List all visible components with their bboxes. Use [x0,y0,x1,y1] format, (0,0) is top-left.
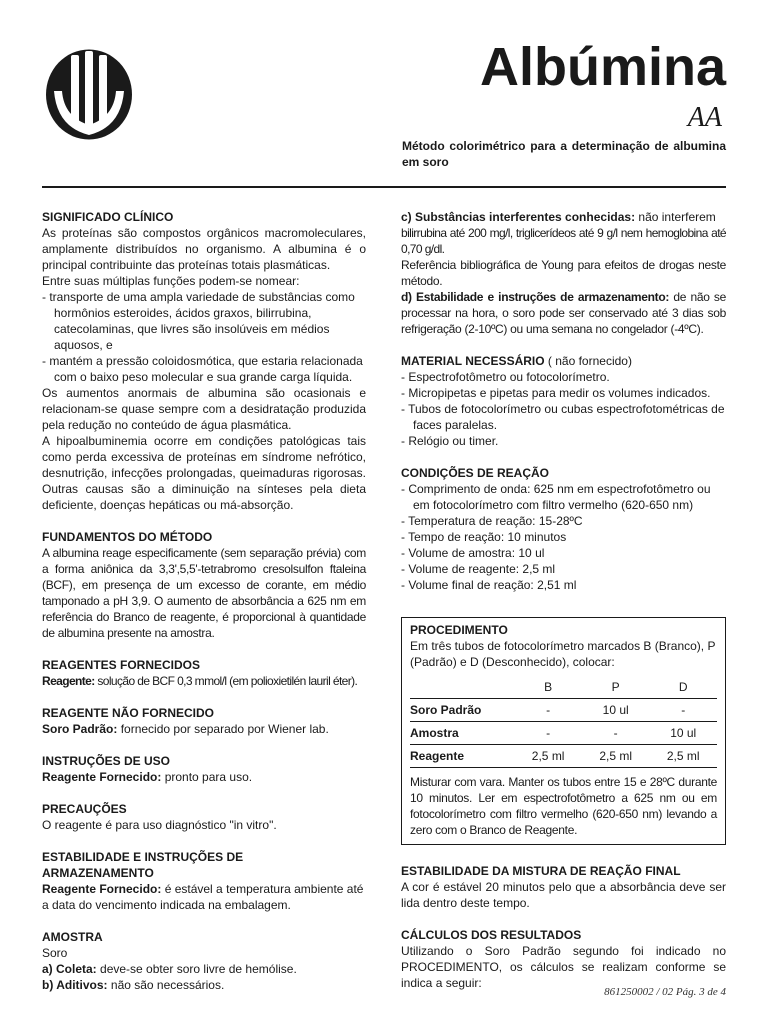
list-item: - Tempo de reação: 10 minutos [401,530,567,544]
right-column [401,209,726,991]
table-cell: 2,5 ml [599,749,633,763]
row-label: Reagente [410,749,465,763]
list-item: - Tubos de fotocolorímetro ou cubas espectrofotométricas de faces paralelas. [401,402,725,432]
list-item: - Temperatura de reação: 15-28ºC [401,514,583,528]
paragraph: Os aumentos anormais de albumina são ocasionais e relacionam-se quase sempre com a desidratação produzida pela redução no conteúdo de água plasmática. [42,386,366,432]
field-label: Reagente: [42,674,95,688]
table-cell: 2,5 ml [531,749,565,763]
section-heading: PRECAUÇÕES [42,802,127,816]
field-label: a) Coleta: [42,962,97,976]
section-reagentes [42,657,366,689]
field-text: de não se processar na hora, o soro pode ser conservado até 3 dias sob refrigeração (2-10ºC) ou uma semana no congelador (-4ºC). [401,290,727,336]
wiener-lab-logo [44,47,134,142]
section-heading: CONDIÇÕES DE REAÇÃO [401,466,550,480]
paragraph: Entre suas múltiplas funções podem-se nomear: [42,274,300,288]
field-label: c) Substâncias interferentes conhecidas: [401,210,636,224]
column-header: B [544,680,553,694]
section-heading: FUNDAMENTOS DO MÉTODO [42,530,213,544]
section-material [401,353,726,449]
paragraph: O reagente é para uso diagnóstico "in vitro". [42,818,277,832]
row-label: Soro Padrão [410,703,482,717]
table-header-row [410,676,717,699]
section-heading: ARMAZENAMENTO [42,866,154,880]
table-row [410,745,717,768]
table-cell: - [613,726,618,740]
table-row [410,722,717,745]
left-column [42,209,366,1009]
section-heading: ESTABILIDADE E INSTRUÇÕES DE [42,850,244,864]
procedure-box [401,617,726,845]
field-text: solução de BCF 0,3 mmol/l (em polioxietilén lauril éter). [94,674,358,688]
section-amostra [42,929,366,993]
section-heading: MATERIAL NECESSÁRIO [401,354,545,368]
column-header: D [678,680,688,694]
table-cell: 10 ul [602,703,629,717]
section-heading: CÁLCULOS DOS RESULTADOS [401,928,582,942]
field-text: deve-se obter soro livre de hemólise. [96,962,297,976]
table-cell: - [546,703,551,717]
table-cell: 10 ul [670,726,697,740]
paragraph: A cor é estável 20 minutos pelo que a absorbância deve ser lida dentro deste tempo. [401,880,726,910]
table-cell: 2,5 ml [666,749,700,763]
field-text: não interferem [635,210,716,224]
field-label: Soro Padrão: [42,722,118,736]
list-item: - Volume final de reação: 2,51 ml [401,578,577,592]
section-heading: REAGENTE NÃO FORNECIDO [42,706,215,720]
section-instrucoes [42,753,366,785]
method-description: Método colorimétrico para a determinação de albumina em soro [402,139,726,169]
column-header [410,676,514,699]
section-estabilidade-d [401,289,726,337]
section-heading: PROCEDIMENTO [410,623,508,637]
paragraph: Em três tubos de fotocolorímetro marcados B (Branco), P (Padrão) e D (Desconhecido), colocar: [410,639,716,669]
list-item: - mantém a pressão coloidosmótica, que estaria relacionada com o baixo peso molecular e sua grande carga líquida. [42,354,363,384]
section-heading: AMOSTRA [42,930,103,944]
paragraph: A albumina reage especificamente (sem separação prévia) com a forma aniônica da 3,3',5,5'-tetrabromo cresolsulfon ftaleina (BCF), em presença de um excesso de corante, em médio tamponado a pH 3,9. O aumento de absorbância a 625 nm em referência do Branco de reagente, é proporcional à quantidade de albumina presente na amostra. [42,546,366,640]
page-footer: 861250002 / 02 Pág. 3 de 4 [604,986,726,998]
list-item: - transporte de uma ampla variedade de substâncias como hormônios esteroides, ácidos graxos, bilirrubina, catecolaminas, que livres são insolúveis em médios aquosos, e [42,290,355,352]
section-significado [42,209,366,513]
section-reagente-nao [42,705,366,737]
list-item: - Volume de amostra: 10 ul [401,546,545,560]
field-text: não são necessários. [107,978,225,992]
paragraph: bilirrubina até 200 mg/l, triglicerídeos até 9 g/l nem hemoglobina até 0,70 g/dl. [401,226,726,256]
field-text: fornecido por separado por Wiener lab. [117,722,329,736]
header-divider [42,186,726,188]
field-text: pronto para uso. [161,770,253,784]
table-cell: - [681,703,686,717]
section-heading: INSTRUÇÕES DE USO [42,754,171,768]
column-header: P [611,680,620,694]
paragraph: Soro [42,946,68,960]
section-interferentes [401,209,726,289]
table-row [410,699,717,722]
list-item: - Volume de reagente: 2,5 ml [401,562,556,576]
section-fundamentos [42,529,366,641]
field-label: Reagente Fornecido: [42,882,162,896]
section-heading: ESTABILIDADE DA MISTURA DE REAÇÃO FINAL [401,864,681,878]
list-item: - Micropipetas e pipetas para medir os volumes indicados. [401,386,711,400]
product-subtitle: AA [687,102,722,133]
field-label: b) Aditivos: [42,978,108,992]
list-item: - Espectrofotômetro ou fotocolorímetro. [401,370,610,384]
section-heading: SIGNIFICADO CLÍNICO [42,210,174,224]
section-estabilidade-mistura [401,863,726,911]
row-label: Amostra [410,726,459,740]
section-calculos [401,927,726,991]
paragraph: Misturar com vara. Manter os tubos entre 15 e 28ºC durante 10 minutos. Ler em espectrofotômetro a 625 nm ou em fotocolorímetro com filtro vermelho (620-650 nm) levando a zero com o Branco de Reagente. [410,775,717,837]
list-item: - Relógio ou timer. [401,434,499,448]
field-label: d) Estabilidade e instruções de armazenamento: [401,290,670,304]
field-label: Reagente Fornecido: [42,770,162,784]
section-estabilidade [42,849,366,913]
paragraph: As proteínas são compostos orgânicos macromoleculares, amplamente distribuídos no organismo. A albumina é o principal contribuinte das proteínas totais plasmáticas. [42,226,366,272]
section-heading: REAGENTES FORNECIDOS [42,658,201,672]
table-cell: - [546,726,551,740]
paragraph: Utilizando o Soro Padrão segundo foi indicado no PROCEDIMENTO, os cálculos se realizam conforme se indica a seguir: [401,944,726,990]
procedure-table [410,676,717,768]
list-item: - Comprimento de onda: 625 nm em espectrofotômetro ou em fotocolorímetro com filtro vermelho (620-650 nm) [401,482,711,512]
product-title: Albúmina [479,37,726,97]
paragraph: A hipoalbuminemia ocorre em condições patológicas tais como perda excessiva de proteínas em síndrome nefrótico, desnutrição, infecções prolongadas, queimaduras rigorosas. Outras causas são a diminuição na sínteses pela dieta deficiente, doenças hepáticas ou má-absorção. [42,434,366,512]
heading-note: ( não fornecido) [544,354,632,368]
section-condicoes [401,465,726,593]
field-text: é estável a temperatura ambiente até a data do vencimento indicada na embalagem. [42,882,364,912]
section-precaucoes [42,801,366,833]
paragraph: Referência bibliográfica de Young para efeitos de drogas neste método. [401,258,726,288]
